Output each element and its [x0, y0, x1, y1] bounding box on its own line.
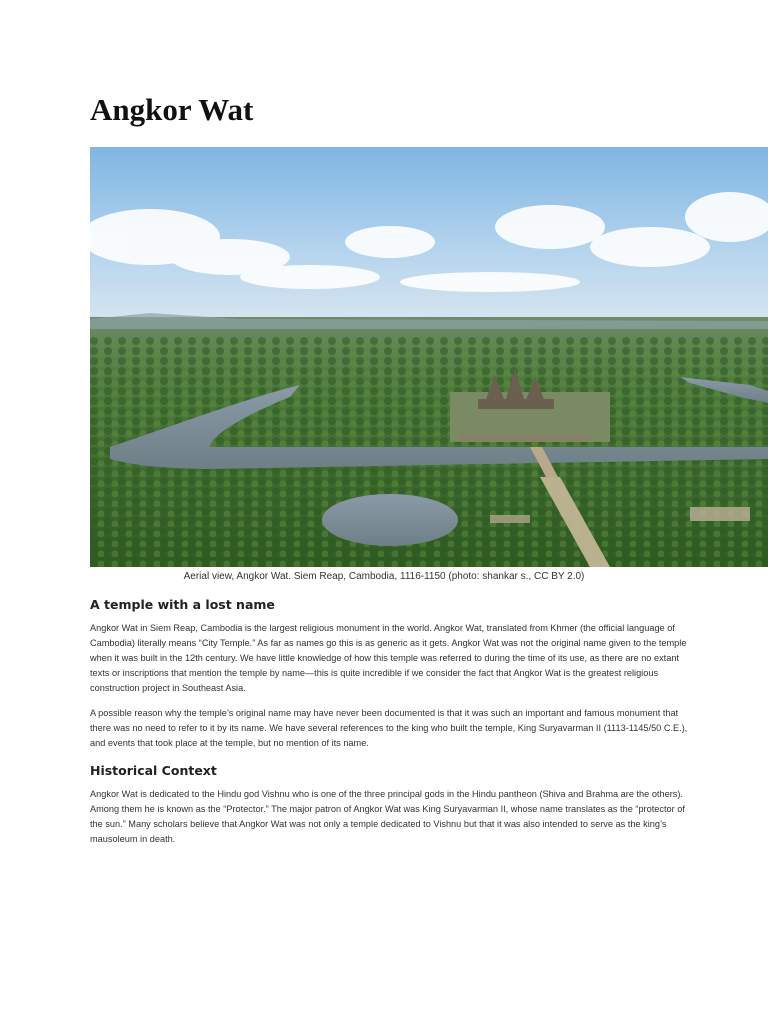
page-title: Angkor Wat — [90, 92, 254, 127]
hero-image-caption: Aerial view, Angkor Wat. Siem Reap, Cambodia, 1116-1150 (photo: shankar s., CC BY 2.0) — [183, 571, 585, 582]
section-heading-historical-context: Historical Context — [90, 763, 217, 778]
paragraph: Angkor Wat in Siem Reap, Cambodia is the largest religious monument in the world. Angkor Wat, translated from Khmer (the official language of Cambodia) literally means “City Temple.” As far as names go this is as generic as it gets. Angkor Wat was not the original name given to the temple when it was built in the 12th century. We have little knowledge of how this temple was referred to during the time of its use, as there are no extant texts or inscriptions that mention the temple by name—this is quite incredible if we consider the fact that Angkor Wat is the greatest religious construction project in Southeast Asia. — [90, 623, 687, 693]
section-heading-lost-name: A temple with a lost name — [90, 597, 275, 612]
paragraph: A possible reason why the temple’s original name may have never been documented is that it was such an important and famous monument that there was no need to refer to it by its name. We have several references to the king who built the temple, King Suryavarman II (1113-1145/50 C.E.), and events that took place at the temple, but no mention of its name. — [90, 708, 688, 748]
paragraph: Angkor Wat is dedicated to the Hindu god Vishnu who is one of the three principal gods in the Hindu pantheon (Shiva and Brahma are the others). Among them he is known as the “Protector.” The major patron of Angkor Wat was King Suryavarman II, whose name translates as the “protector of the sun.” Many scholars believe that Angkor Wat was not only a temple dedicated to Vishnu but that it was also intended to serve as the king’s mausoleum in death. — [90, 789, 685, 844]
hero-image-aerial-angkor-wat — [90, 147, 768, 567]
